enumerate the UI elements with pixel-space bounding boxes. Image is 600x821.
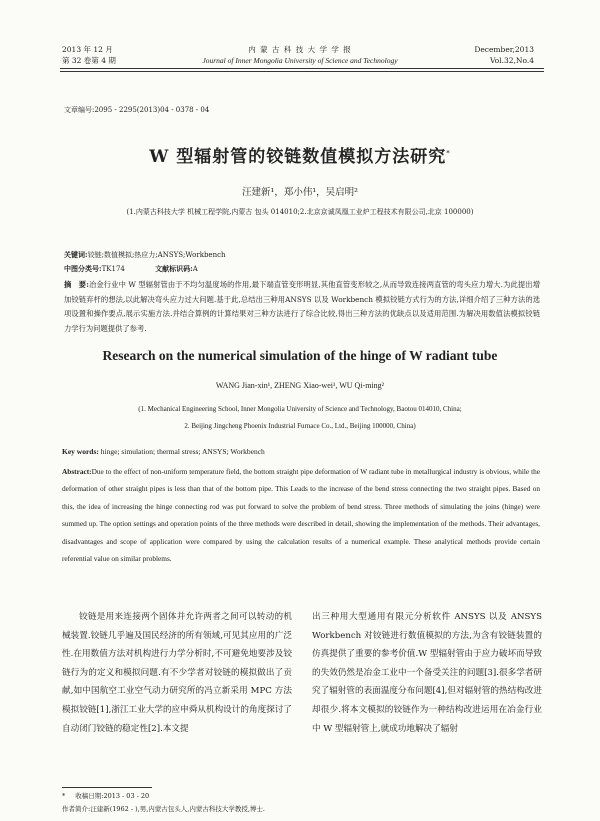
affiliation-en-1: (1. Mechanical Engineering School, Inner Mongolia University of Science and Technology, Baotou 014010, China; <box>138 405 462 413</box>
header-rule <box>60 68 544 69</box>
abstract-en <box>62 463 540 567</box>
keywords-zh <box>64 250 226 260</box>
title-footnote-mark: * <box>446 149 451 158</box>
abstract-en-label: Abstract: <box>62 467 92 476</box>
journal-name-en: Journal of Inner Mongolia University of Science and Technology <box>202 56 398 65</box>
document-code <box>155 265 198 273</box>
keywords-zh-label: 关键词: <box>64 250 88 259</box>
document-code-value: A <box>192 265 198 273</box>
affiliation-zh: (1.内蒙古科技大学 机械工程学院,内蒙古 包头 014010;2.北京京诚凤凰工业炉工程技术有限公司,北京 100000) <box>126 208 474 216</box>
title-text: W 型辐射管的铰链数值模拟方法研究 <box>149 147 447 167</box>
article-number: 文章编号:2095 - 2295(2013)04 - 0378 - 04 <box>64 106 210 114</box>
keywords-en-label: Key words: <box>62 447 99 456</box>
header-volume: 第 32 卷第 4 期 <box>62 56 116 65</box>
footnote-received-text: 收稿日期:2013 - 03 - 20 <box>75 792 150 800</box>
footnote-mark: * <box>62 792 66 800</box>
document-code-label: 文献标识码: <box>155 264 193 273</box>
header-volume-en: Vol.32,No.4 <box>489 56 534 65</box>
footnote-rule <box>62 787 152 788</box>
authors-zh: 汪建新¹，郑小伟¹，吴启明² <box>242 187 358 198</box>
footnote-received <box>62 791 149 800</box>
keywords-en-text: hinge; simulation; thermal stress; ANSYS; Workbench <box>100 447 265 456</box>
journal-name-zh: 内 蒙 古 科 技 大 学 学 报 <box>248 45 352 54</box>
classification-line <box>64 264 226 274</box>
abstract-zh-label: 摘 要: <box>64 280 89 289</box>
footnote-author: 作者简介:汪建新(1962 - ),男,内蒙古包头人,内蒙古科技大学教授,博士. <box>62 805 265 813</box>
journal-date-en <box>474 44 534 66</box>
classification <box>64 265 125 273</box>
header-date: 2013 年 12 月 <box>62 45 113 54</box>
abstract-zh <box>64 278 540 336</box>
header-rule-thin <box>60 71 544 72</box>
keywords-zh-text: 铰链;数值模拟;热应力;ANSYS;Workbench <box>87 251 226 259</box>
abstract-zh-text: 冶金行业中 W 型辐射管由于不均匀温度场的作用,最下端直管变形明显,其他直管变形较之,从而导致连接两直管的弯头应力增大.为此提出增加铰链弃杆的想法,以此解决弯头应力过大问题.基于此,总结出三种用ANSYS 以及 Workbench 模拟铰链方式行为的方法,详细介绍了三种方法的选项设置和操作要点,展示实施方法.并结合算例的计算结果对三种方法进行了综合比较,得出三种方法的优缺点以及适用范围.为解决用数值法模拟铰链力学行为问题提供了参考. <box>64 280 540 333</box>
affiliation-en-2: 2. Beijing Jingcheng Phoenix Industrial Furnace Co., Ltd., Beijing 100000, China) <box>184 422 416 430</box>
authors-en: WANG Jian-xin¹, ZHENG Xiao-wei¹, WU Qi-ming² <box>215 381 385 390</box>
body-column-left: 铰链是用来连接两个固体并允许两者之间可以转动的机械装置.铰链几乎遍及国民经济的所有领域,可见其应用的广泛性.在用数值方法对机构进行力学分析时,不可避免地要涉及铰链行为的定义和模拟问题.有不少学者对铰链的模拟做出了贡献,如中国航空工业空气动力研究所的冯立新采用 MPC 方法模拟铰链[1],浙江工业大学的应申舜从机构设计的角度探讨了自动闭门铰链的稳定性[2].本文提 <box>62 612 292 734</box>
paper-title-zh <box>0 142 600 167</box>
classification-label: 中图分类号: <box>64 264 102 273</box>
abstract-en-text: Due to the effect of non-uniform temperature field, the bottom straight pipe deformation of W radiant tube in metallurgical industry is obvious, while the deformation of other straight pipes is less than that of the bottom pipe. This Leads to the increase of the bend stress connecting the two straight pipes. Based on this, the idea of increasing the hinge connecting rod was put forward to solve the problem of bend stress. Three methods of simulating the joins (hinge) were summed up. The option settings and operation points of the three methods were described in detail, showing the implementation of the methods. Their advantages, disadvantages and scope of application were compared by using the calculation results of a numerical example. These analytical methods provide certain referential value on similar problems. <box>62 467 540 564</box>
keywords-en <box>62 447 265 456</box>
classification-value: TK174 <box>101 265 125 273</box>
body-column-right: 出三种用大型通用有限元分析软件 ANSYS 以及 ANSYS Workbench 对铰链进行数值模拟的方法,为含有铰链装置的仿真提供了重要的参考价值.W 型辐射管由于应力破坏而导致的失效仍然是冶金工业中一个备受关注的问题[3].很多学者研究了辐射管的表面温度分布问题[4],但对辐射管的热结构改进却很少.将本文模拟的铰链作为一种结构改进运用在冶金行业中 W 型辐射管上,就成功地解决了辐射 <box>312 612 542 734</box>
affiliation-en <box>0 401 600 435</box>
header-date-en: December,2013 <box>474 45 534 54</box>
paper-title-en: Research on the numerical simulation of the hinge of W radiant tube <box>102 348 498 363</box>
